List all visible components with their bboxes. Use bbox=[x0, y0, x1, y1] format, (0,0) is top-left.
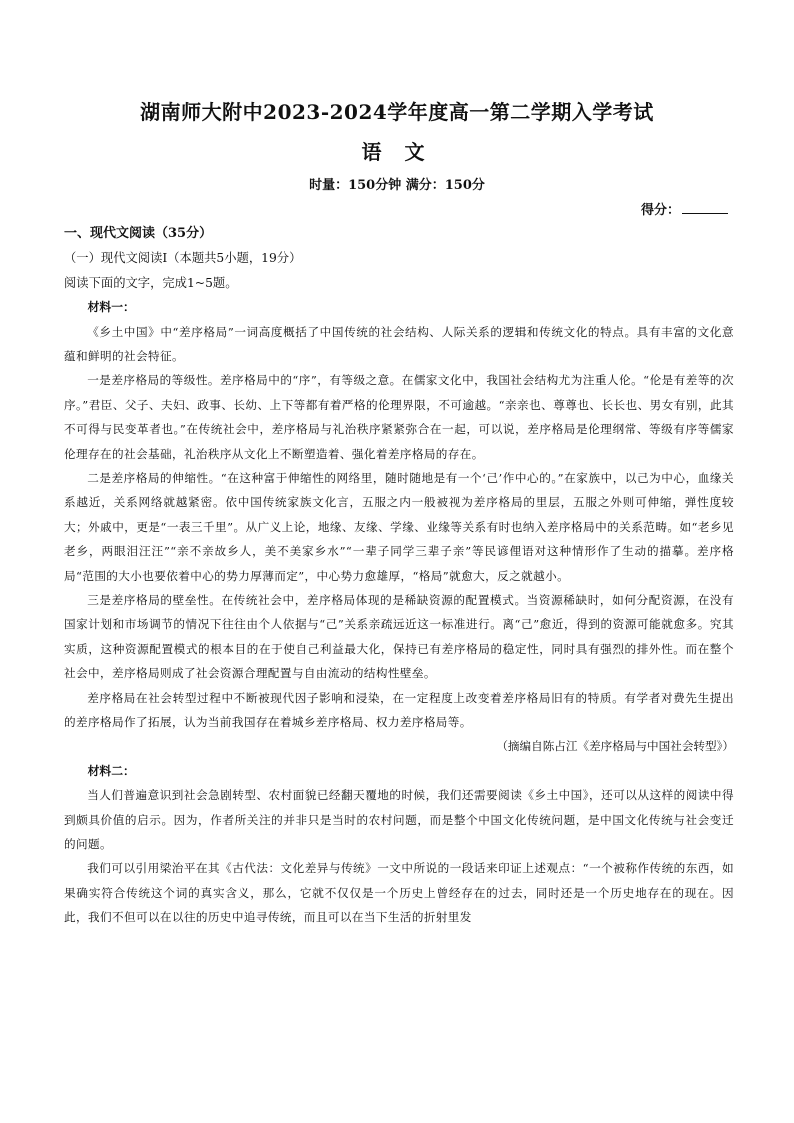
material-one-paragraph: 差序格局在社会转型过程中不断被现代因子影响和浸染，在一定程度上改变着差序格局旧有的特质。有学者对费先生提出的差序格局作了拓展，认为当前我国存在着城乡差序格局、权力差序格局等。 bbox=[64, 690, 734, 730]
material-two-heading: 材料二： bbox=[87, 763, 135, 778]
material-two-paragraph: 我们可以引用梁治平在其《古代法：文化差异与传统》一文中所说的一段话来印证上述观点：“一个被称作传统的东西，如果确实符合传统这个词的真实含义，那么，它就不仅仅是一个历史上曾经存在的过去，同时还是一个历史地存在的现在。因此，我们不但可以在以往的历史中追寻传统，而且可以在当下生活的折射里发 bbox=[64, 861, 734, 925]
material-one-paragraph: 三是差序格局的壁垒性。在传统社会中，差序格局体现的是稀缺资源的配置模式。当资源稀缺时，如何分配资源，在没有国家计划和市场调节的情况下往往由个人依据与“己”关系亲疏远近这一标准进行。离“己”愈近，得到的资源可能就愈多。究其实质，这种资源配置模式的根本目的在于使自己利益最大化，保持已有差序格局的稳定性，同时具有强烈的排外性。而在整个社会中，差序格局则成了社会资源合理配置与自由流动的结构性壁垒。 bbox=[64, 593, 734, 681]
sub-section-heading: （一）现代文阅读Ⅰ（本题共5小题，19分） bbox=[64, 251, 302, 266]
material-one-paragraph: 一是差序格局的等级性。差序格局中的“序”，有等级之意。在儒家文化中，我国社会结构尤为注重人伦。“伦是有差等的次序。”君臣、父子、夫妇、政事、长幼、上下等都有着严格的伦理界限，不可逾越。“亲亲也、尊尊也、长长也、男女有别，此其不可得与民变革者也。”在传统社会中，差序格局与礼治秩序紧紧弥合在一起，可以说，差序格局是伦理纲常、等级有序等儒家伦理存在的社会基础，礼治秩序从文化上不断塑造着、强化着差序格局的存在。 bbox=[64, 373, 734, 461]
material-one-heading: 材料一： bbox=[87, 300, 135, 315]
reading-content bbox=[64, 222, 734, 930]
material-one-source: （摘编自陈占江《差序格局与中国社会转型》） bbox=[496, 739, 734, 754]
score-blank-line bbox=[682, 201, 728, 214]
section-heading: 一、现代文阅读（35分） bbox=[64, 226, 213, 241]
material-two-paragraph: 当人们普遍意识到社会急剧转型、农村面貌已经翻天覆地的时候，我们还需要阅读《乡土中国》，还可以从这样的阅读中得到颇具价值的启示。因为，作者所关注的并非只是当时的农村问题，而是整个中国文化传统问题，是中国文化传统与社会变迁的问题。 bbox=[64, 788, 734, 852]
subject-title: 语 文 bbox=[361, 140, 433, 164]
score-label: 得分： bbox=[640, 203, 680, 218]
exam-title: 湖南师大附中2023-2024学年度高一第二学期入学考试 bbox=[140, 100, 654, 124]
reading-instruction: 阅读下面的文字，完成1~5题。 bbox=[64, 275, 238, 290]
exam-timing: 时量：150分钟 满分：150分 bbox=[309, 178, 485, 193]
material-one-paragraph: 《乡土中国》中“差序格局”一词高度概括了中国传统的社会结构、人际关系的逻辑和传统文化的特点。具有丰富的文化意蕴和鲜明的社会特征。 bbox=[64, 324, 734, 363]
score-field bbox=[641, 199, 728, 218]
material-one-paragraph: 二是差序格局的伸缩性。“在这种富于伸缩性的网络里，随时随地是有一个‘己’作中心的。”在家族中，以己为中心，血缘关系越近，关系网络就越紧密。依中国传统家族文化言，五服之内一般被视为差序格局的里层，五服之外则可伸缩，弹性度较大；外戚中，更是“一表三千里”。从广义上论，地缘、友缘、学缘、业缘等关系有时也纳入差序格局中的关系范畴。如“老乡见老乡，两眼泪汪汪”“亲不亲故乡人，美不美家乡水”“一辈子同学三辈子亲”等民谚俚语对这种情形作了生动的描摹。差序格局“范围的大小也要依着中心的势力厚薄而定”，中心势力愈雄厚，“格局”就愈大，反之就越小。 bbox=[64, 471, 734, 583]
